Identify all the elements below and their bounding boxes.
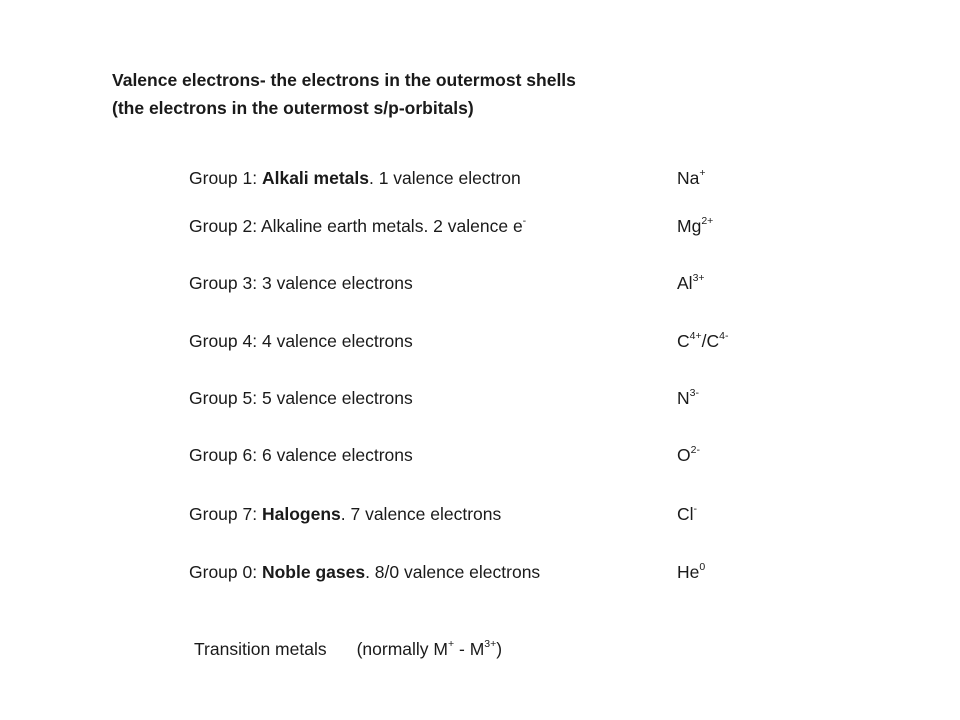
ion-charge: 0 <box>699 561 706 573</box>
group-description <box>189 386 413 410</box>
group-prefix: Group 3: <box>189 273 262 293</box>
group-description <box>189 214 526 238</box>
ion-symbol-alt: /C <box>701 331 720 351</box>
transition-paren-close: ) <box>496 639 503 659</box>
heading-line-2: (the electrons in the outermost s/p-orbitals) <box>112 98 474 118</box>
group-suffix: 6 valence electrons <box>261 445 413 465</box>
ion-charge: 2- <box>690 444 700 456</box>
slide-heading <box>112 66 576 122</box>
ion-charge: 2+ <box>701 215 714 227</box>
ion-symbol: Mg <box>677 216 702 236</box>
ion-symbol: Al <box>677 273 693 293</box>
ion-example <box>677 214 713 238</box>
transition-charge-low: + <box>448 638 455 650</box>
transition-label: Transition metals <box>194 639 327 659</box>
group-suffix: . 1 valence electron <box>368 168 521 188</box>
ion-charge: 4+ <box>689 330 702 342</box>
group-prefix: Group 0: <box>189 562 262 582</box>
ion-charge: - <box>693 503 698 515</box>
transition-mid: - M <box>454 639 485 659</box>
ion-example <box>677 271 705 295</box>
group-prefix: Group 4: <box>189 331 262 351</box>
group-name: Halogens <box>261 504 341 524</box>
ion-charge: 3+ <box>692 272 705 284</box>
group-suffix: 5 valence electrons <box>261 388 413 408</box>
group-description <box>189 271 413 295</box>
transition-metals-note <box>194 637 502 661</box>
ion-example <box>677 502 697 526</box>
group-description <box>189 443 413 467</box>
group-prefix: Group 1: <box>189 168 262 188</box>
transition-charge-range <box>357 639 503 659</box>
heading-line-1: Valence electrons- the electrons in the outermost shells <box>112 70 576 90</box>
group-prefix: Group 6: <box>189 445 262 465</box>
ion-symbol: C <box>677 331 690 351</box>
group-suffix: . 7 valence electrons <box>340 504 502 524</box>
transition-paren-open: (normally M <box>356 639 448 659</box>
ion-symbol: N <box>677 388 690 408</box>
group-prefix: Group 7: <box>189 504 262 524</box>
group-suffix: Alkaline earth metals. 2 valence e <box>261 216 523 236</box>
ion-charge-alt: 4- <box>719 330 729 342</box>
ion-charge: + <box>699 167 706 179</box>
group-description <box>189 502 501 526</box>
ion-charge: 3- <box>689 387 699 399</box>
group-name: Noble gases <box>261 562 366 582</box>
group-description <box>189 329 413 353</box>
group-description <box>189 166 521 190</box>
ion-example <box>677 329 728 353</box>
group-suffix: . 8/0 valence electrons <box>365 562 541 582</box>
group-prefix: Group 5: <box>189 388 262 408</box>
ion-example <box>677 166 706 190</box>
ion-example <box>677 386 699 410</box>
ion-symbol: Na <box>677 168 700 188</box>
group-prefix: Group 2: <box>189 216 261 236</box>
group-name: Alkali metals <box>261 168 369 188</box>
ion-example <box>677 560 705 584</box>
ion-example <box>677 443 700 467</box>
ion-symbol: O <box>677 445 691 465</box>
transition-charge-high: 3+ <box>484 638 497 650</box>
group-description <box>189 560 540 584</box>
group-suffix: 4 valence electrons <box>261 331 413 351</box>
group-suffix: 3 valence electrons <box>261 273 413 293</box>
ion-symbol: Cl <box>677 504 694 524</box>
ion-symbol: He <box>677 562 700 582</box>
electron-charge: - <box>522 215 527 227</box>
